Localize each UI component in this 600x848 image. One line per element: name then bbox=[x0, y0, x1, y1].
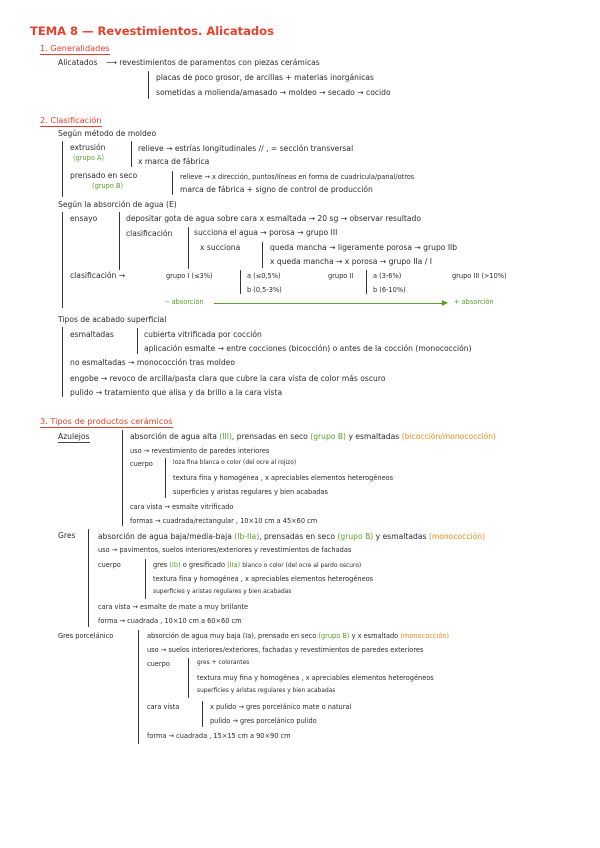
section-1-heading-text: 1. Generalidades bbox=[40, 43, 110, 53]
bracket bbox=[165, 458, 166, 498]
gp-cuerpo-2: textura muy fina y homogénea , x apreciables elementos heterogéneos bbox=[197, 674, 434, 682]
esmaltadas-line-2: aplicación esmalte → entre cocciones (bicocción) o antes de la cocción (monococción) bbox=[144, 344, 472, 353]
section-3-heading bbox=[40, 417, 173, 425]
gres-cuerpo-label: cuerpo bbox=[98, 561, 121, 569]
gp-cara-vista-1: x pulido → gres porcelánico mate o natural bbox=[210, 703, 352, 711]
bracket bbox=[366, 270, 367, 294]
bracket bbox=[138, 630, 139, 744]
absorcion-arrow-line bbox=[214, 303, 442, 304]
gp-abs-text: absorción de agua muy baja (Ia), prensado en seco bbox=[147, 632, 317, 640]
gres-abs-grupo: (Ib-IIa) bbox=[234, 532, 260, 541]
grupo-1b-label: b (0,5-3%) bbox=[247, 286, 282, 294]
gres-abs-text: absorción de agua baja/media-baja bbox=[98, 532, 232, 541]
gres-abs-prensado: , prensadas en seco bbox=[259, 532, 336, 541]
mancha-line-2: x queda mancha → x porosa → grupo IIa / I bbox=[270, 257, 432, 266]
gp-forma: forma → cuadrada , 15×15 cm a 90×90 cm bbox=[147, 732, 291, 740]
gres-c1-gres: gres bbox=[153, 561, 168, 569]
grupo-2b-label: b (6-10%) bbox=[373, 286, 406, 294]
azulejos-uso: uso → revestimiento de paredes interiores bbox=[130, 447, 270, 455]
bracket bbox=[145, 559, 146, 599]
gres-cuerpo-2: textura fina y homogénea , x apreciables elementos heterogéneos bbox=[153, 575, 374, 583]
bracket bbox=[188, 658, 189, 698]
gres-label: Gres bbox=[58, 531, 76, 540]
azulejos-label bbox=[58, 433, 90, 441]
azulejos-cuerpo-3: superficies y aristas regulares y bien acabadas bbox=[173, 488, 328, 496]
page-title: TEMA 8 — Revestimientos. Alicatados bbox=[30, 24, 274, 38]
prensado-label: prensado en seco bbox=[70, 171, 138, 180]
mas-absorcion-label: + absorción bbox=[454, 298, 494, 306]
gres-abs-coccion: (monococción) bbox=[428, 532, 486, 541]
gp-abs-grupo: (grupo B) bbox=[318, 632, 350, 640]
generalidades-line-2: sometidas a molienda/amasado → moldeo → secado → cocido bbox=[156, 88, 391, 97]
bracket bbox=[262, 242, 263, 268]
gres-cuerpo-1 bbox=[153, 562, 361, 570]
azulejos-cuerpo-label: cuerpo bbox=[130, 460, 153, 468]
gres-absorcion-line bbox=[98, 533, 485, 541]
grupo-1-label: grupo I (≤3%) bbox=[166, 272, 213, 280]
azulejos-abs-coccion: (bicocción/monococción) bbox=[401, 432, 497, 441]
gp-cuerpo-label: cuerpo bbox=[147, 660, 170, 668]
azulejos-label-text: Azulejos bbox=[58, 432, 90, 441]
gres-c1-color: blanco o color (del ocre al pardo oscuro) bbox=[242, 563, 362, 569]
grupo-1a-label: a (≤0,5%) bbox=[247, 272, 281, 280]
grupo-2a-label: a (3-6%) bbox=[373, 272, 402, 280]
gres-c1-gresificado: o gresificado bbox=[182, 561, 225, 569]
gp-abs-coccion: (monococción) bbox=[400, 632, 450, 640]
azulejos-cuerpo-2: textura fina y homogénea , x apreciables elementos heterogéneos bbox=[173, 474, 394, 482]
bracket bbox=[119, 212, 120, 270]
gres-cara-vista: cara vista → esmalte de mate a muy brillante bbox=[98, 603, 249, 611]
gres-forma: forma → cuadrada , 10×10 cm a 60×60 cm bbox=[98, 617, 242, 625]
bracket bbox=[62, 327, 63, 397]
prensado-line-1: relieve → x dirección, puntos/líneas en forma de cuadrícula/panal/otros bbox=[180, 173, 415, 181]
acabado-heading: Tipos de acabado superficial bbox=[58, 315, 167, 324]
succiona-line: succiona el agua → porosa → grupo III bbox=[194, 228, 338, 237]
azulejos-cara-vista: cara vista → esmalte vitrificado bbox=[130, 503, 234, 511]
bracket bbox=[148, 71, 149, 99]
ensayo-line-1: depositar gota de agua sobre cara x esmaltada → 20 sg → observar resultado bbox=[126, 214, 421, 223]
engobe-line: engobe → revoco de arcilla/pasta clara que cubre la cara vista de color más oscuro bbox=[70, 374, 386, 383]
clasificacion-arrow-label: clasificación → bbox=[70, 271, 126, 280]
generalidades-line-1: placas de poco grosor, de arcillas + materias inorgánicas bbox=[156, 73, 374, 82]
gp-cuerpo-3: superficies y aristas regulares y bien acabadas bbox=[197, 688, 336, 694]
grupo-b-label: (grupo B) bbox=[92, 182, 124, 190]
gp-cara-vista-2: pulido → gres porcelánico pulido bbox=[210, 717, 317, 725]
mancha-line-1: queda mancha → ligeramente porosa → grupo IIb bbox=[270, 243, 458, 252]
azulejos-cuerpo-1: loza fina blanca o color (del ocre al rojizo) bbox=[173, 460, 297, 466]
extrusion-label: extrusión bbox=[70, 143, 106, 152]
gp-uso: uso → suelos interiores/exteriores, fachadas y revestimientos de paredes exteriores bbox=[147, 646, 424, 654]
bracket bbox=[202, 701, 203, 727]
esmaltadas-label: esmaltadas bbox=[70, 330, 114, 339]
alicatados-definition: ⟶ revestimientos de paramentos con piezas cerámicas bbox=[106, 58, 320, 67]
azulejos-formas: formas → cuadrada/rectangular , 10×10 cm a 45×60 cm bbox=[130, 517, 318, 525]
section-3-heading-text: 3. Tipos de productos cerámicos bbox=[40, 416, 173, 426]
gres-abs-esmaltadas: y esmaltadas bbox=[375, 532, 427, 541]
gp-cuerpo-1: gres + colorantes bbox=[197, 660, 250, 666]
bracket bbox=[172, 171, 173, 195]
metodo-moldeo-heading: Según método de moldeo bbox=[58, 129, 157, 138]
bracket bbox=[62, 212, 63, 308]
grupo-2-label: grupo II bbox=[328, 272, 354, 280]
extrusion-line-2: x marca de fábrica bbox=[138, 157, 210, 166]
gres-uso: uso → pavimentos, suelos interiores/exteriores y revestimientos de fachadas bbox=[98, 546, 352, 554]
azulejos-absorcion-line bbox=[130, 433, 496, 441]
azulejos-abs-text: absorción de agua alta bbox=[130, 432, 217, 441]
gres-abs-grupo-b: (grupo B) bbox=[337, 532, 374, 541]
bracket bbox=[131, 141, 132, 167]
absorcion-heading: Según la absorción de agua (E) bbox=[58, 200, 177, 209]
gres-cuerpo-3: superficies y aristas regulares y bien acabadas bbox=[153, 589, 292, 595]
section-1-heading bbox=[40, 44, 110, 52]
grupo-a-label: (grupo A) bbox=[73, 154, 105, 162]
pulido-line: pulido → tratamiento que alisa y da brillo a la cara vista bbox=[70, 388, 283, 397]
bracket bbox=[188, 227, 189, 269]
menos-absorcion-label: − absorción bbox=[164, 298, 204, 306]
azulejos-abs-grupo: (III) bbox=[219, 432, 232, 441]
alicatados-label: Alicatados bbox=[58, 58, 98, 67]
section-2-heading bbox=[40, 116, 102, 124]
ensayo-label: ensayo bbox=[70, 214, 98, 223]
section-2-heading-text: 2. Clasificación bbox=[40, 115, 102, 125]
extrusion-line-1: relieve → estrías longitudinales // , = sección transversal bbox=[138, 144, 354, 153]
gp-absorcion-line bbox=[147, 633, 449, 640]
azulejos-abs-grupo-b: (grupo B) bbox=[310, 432, 347, 441]
clasificacion-label: clasificación bbox=[126, 229, 173, 238]
gres-porcelanico-label: Gres porcelánico bbox=[58, 632, 114, 640]
x-succiona-label: x succiona bbox=[200, 243, 241, 252]
azulejos-abs-esmaltadas: y esmaltadas bbox=[348, 432, 400, 441]
bracket bbox=[62, 141, 63, 197]
prensado-line-2: marca de fábrica + signo de control de producción bbox=[180, 185, 373, 194]
bracket bbox=[88, 529, 89, 627]
gres-c1-grupo-2: (IIa) bbox=[227, 561, 241, 569]
no-esmaltadas-line: no esmaltadas → monococción tras moldeo bbox=[70, 358, 235, 367]
bracket bbox=[122, 430, 123, 526]
gres-c1-grupo: (Ib) bbox=[169, 561, 181, 569]
gp-abs-esmaltado: y x esmaltado bbox=[351, 632, 399, 640]
absorcion-arrow-head bbox=[442, 300, 448, 306]
azulejos-abs-prensado: , prensadas en seco bbox=[231, 432, 308, 441]
grupo-3-label: grupo III (>10%) bbox=[452, 272, 507, 280]
bracket bbox=[137, 328, 138, 354]
esmaltadas-line-1: cubierta vitrificada por cocción bbox=[144, 330, 262, 339]
gp-cara-vista-label: cara vista bbox=[147, 703, 180, 711]
bracket bbox=[240, 270, 241, 294]
